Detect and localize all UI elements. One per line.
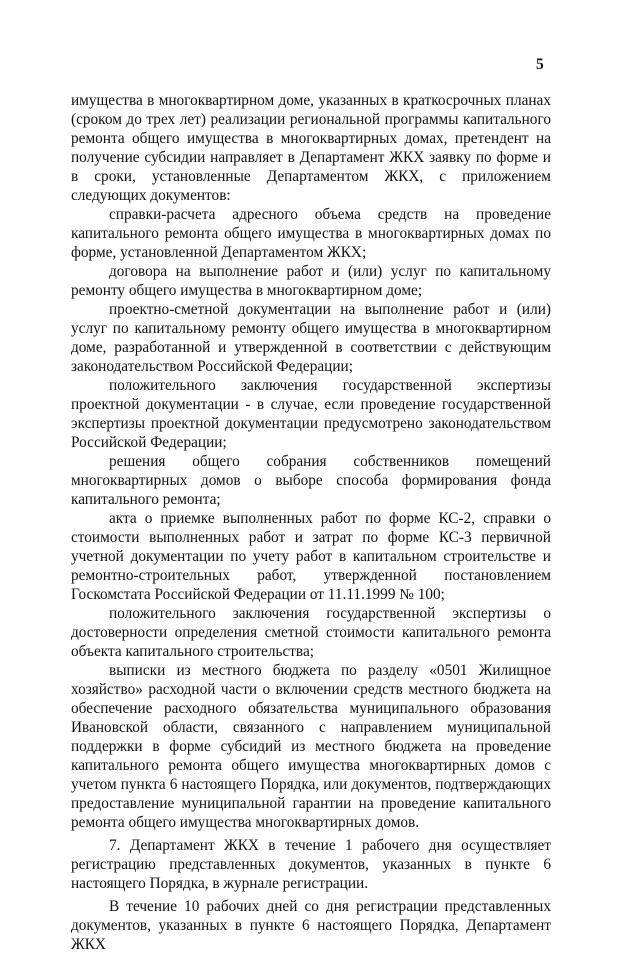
paragraph-item-7: 7. Департамент ЖКХ в течение 1 рабочего дня осуществляет регистрацию представленных документов, указанных в пункте 6 настоящего Порядка, в журнале регистрации. (71, 837, 551, 892)
paragraph-review-period: В течение 10 рабочих дней со дня регистрации представленных документов, указанных в пункте 6 настоящего Порядка, Департамент ЖКХ (71, 898, 551, 953)
list-item-cost-expertise: положительного заключения государственной экспертизы о достоверности определения сметной стоимости капитального ремонта объекта капитального строительства; (71, 605, 551, 660)
list-item-budget-extract: выписки из местного бюджета по разделу «0501 Жилищное хозяйство» расходной части о включении средств местного бюджета на обеспечение расходного обязательства муниципального образования Ивановской области, связанного с направлением муниципальной поддержки в форме субсидий из местного бюджета на проведение капитального ремонта общего имущества многоквартирных домов с учетом пункта 6 настоящего Порядка, или документов, подтверждающих предоставление муниципальной гарантии на проведение капитального ремонта общего имущества многоквартирных домов. (71, 662, 551, 831)
paragraph-continuation: имущества в многоквартирном доме, указанных в краткосрочных планах (сроком до трех лет) реализации региональной программы капитального ремонта общего имущества в многоквартирных домах, претендент на получение субсидии направляет в Департамент ЖКХ заявку по форме и в сроки, установленные Департаментом ЖКХ, с приложением следующих документов: (71, 92, 551, 204)
list-item-address-calculation: справки-расчета адресного объема средств на проведение капитального ремонта общего имущества в многоквартирных домах по форме, установленной Департаментом ЖКХ; (71, 206, 551, 261)
document-body (71, 91, 551, 954)
list-item-owners-decision: решения общего собрания собственников помещений многоквартирных домов о выборе способа формирования фонда капитального ремонта; (71, 453, 551, 508)
list-item-design-estimate: проектно-сметной документации на выполнение работ и (или) услуг по капитальному ремонту общего имущества в многоквартирном доме, разработанной и утвержденной в соответствии с действующим законодательством Российской Федерации; (71, 301, 551, 375)
list-item-expert-conclusion: положительного заключения государственной экспертизы проектной документации - в случае, если проведение государственной экспертизы проектной документации предусмотрено законодательством Российской Федерации; (71, 377, 551, 451)
page-number: 5 (536, 56, 544, 73)
list-item-works-contract: договора на выполнение работ и (или) услуг по капитальному ремонту общего имущества в многоквартирном доме; (71, 263, 551, 299)
list-item-acceptance-act: акта о приемке выполненных работ по форме КС-2, справки о стоимости выполненных работ и затрат по форме КС-3 первичной учетной документации по учету работ в капитальном строительстве и ремонтно-строительных работ, утвержденной постановлением Госкомстата Российской Федерации от 11.11.1999 № 100; (71, 510, 551, 603)
